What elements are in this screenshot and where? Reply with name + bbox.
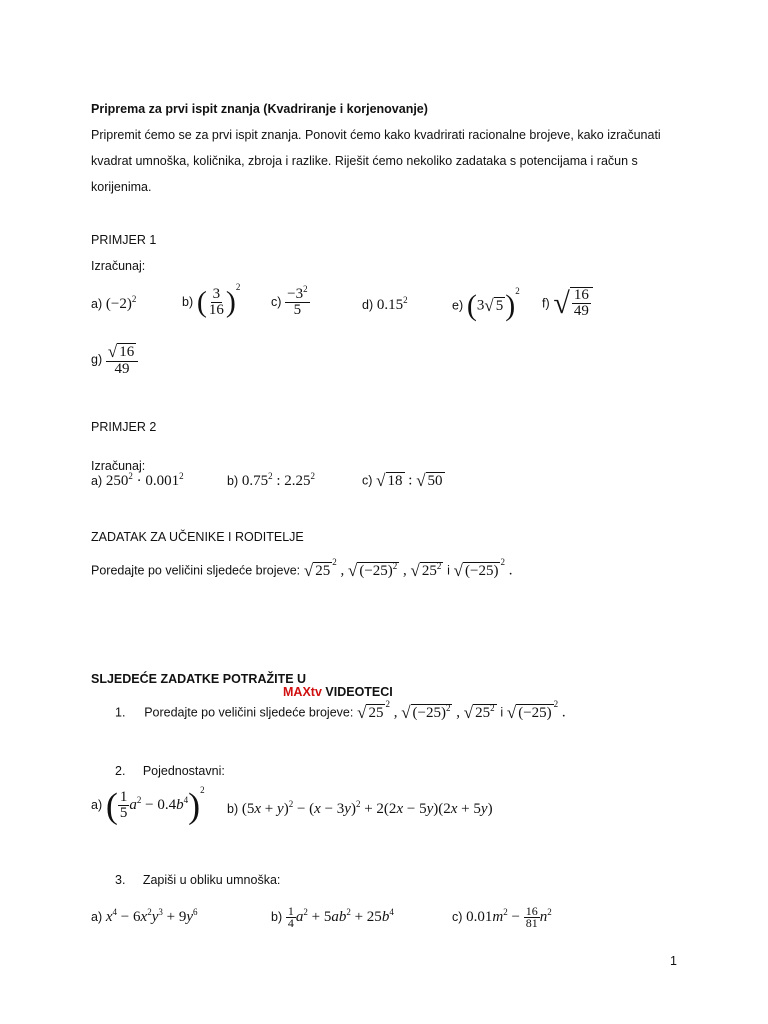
task3-a: a) $x^4 - 6x^2y^3 + 9y^6$ xyxy=(91,907,198,925)
page-number: 1 xyxy=(670,954,677,968)
p1-c: c) $\frac{-3^2}{5}$ xyxy=(271,284,308,318)
intro-line-3: korijenima. xyxy=(91,180,152,194)
task2-b: b) $(5x + y)^2 - (x - 3y)^2 + 2(2x - 5y)(2x + 5y)$ xyxy=(227,799,493,817)
p2-c: c) √ 18 : √ 50 xyxy=(362,471,443,490)
intro-line-2: kvadrat umnoška, količnika, zbroja i razlike. Riješit ćemo nekoliko zadataka s potencijama i račun s xyxy=(91,154,638,168)
p1-g: g) √ 16 49 xyxy=(91,343,138,377)
sljedece-heading: SLJEDEĆE ZADATKE POTRAŽITE U xyxy=(91,672,307,686)
p1-d: d) 0.15$^2$ xyxy=(362,295,408,313)
p2-a: a) $250^2 \cdot 0.001^2$ xyxy=(91,471,184,489)
p1-e: e) (3 √ 5 )$^2$ xyxy=(452,286,520,322)
zadatak-heading: ZADATAK ZA UČENIKE I RODITELJE xyxy=(91,530,304,544)
task2-a: a) ( $\frac{1}{5}$ $a^2 - 0.4b^4)^2$ xyxy=(91,785,205,826)
page-title: Priprema za prvi ispit znanja (Kvadriranje i korjenovanje) xyxy=(91,102,428,116)
primjer2-heading: PRIMJER 2 xyxy=(91,420,157,434)
primjer1-prompt: Izračunaj: xyxy=(91,259,146,273)
p1-b: b) ( $\frac{3}{16}$ )$^2$ xyxy=(182,282,241,319)
zadatak-line: Poredajte po veličini sljedeće brojeve: √ 25 $^2$ , √ $(-25)^2$ , √ $25^2$ i √ (−25) $^2$ . xyxy=(91,557,513,580)
task-2: 2. Pojednostavni: xyxy=(115,764,225,778)
p2-b: b) 0.75$^2$ : 2.25$^2$ xyxy=(227,471,316,489)
primjer1-heading: PRIMJER 1 xyxy=(91,233,157,247)
intro-line-1: Pripremit ćemo se za prvi ispit znanja. Ponovit ćemo kako kvadrirati racionalne brojeve, kako izračunati xyxy=(91,128,661,142)
task-3: 3. Zapiši u obliku umnoška: xyxy=(115,873,281,887)
maxtv-line: MAXtv VIDEOTECI xyxy=(283,685,393,699)
task3-c: c) $0.01m^2$ − $\frac{16}{81}$ $n^2$ xyxy=(452,904,552,930)
maxtv-brand: MAXtv xyxy=(283,685,322,699)
primjer2-prompt: Izračunaj: xyxy=(91,459,146,473)
p1-f: f) √ $\frac{16}{49}$ xyxy=(542,287,593,321)
p1-a: a) $(-2)^2$ xyxy=(91,294,137,312)
task3-b: b) $\frac{1}{4}$ $a^2 + 5ab^2 + 25b^4$ xyxy=(271,904,394,930)
task-1: 1. Poredajte po veličini sljedeće brojeve: √ 25 $^2$ , √ $(-25)^2$ , √ $25^2$ i √ (−25) $^2$ . xyxy=(115,699,566,722)
